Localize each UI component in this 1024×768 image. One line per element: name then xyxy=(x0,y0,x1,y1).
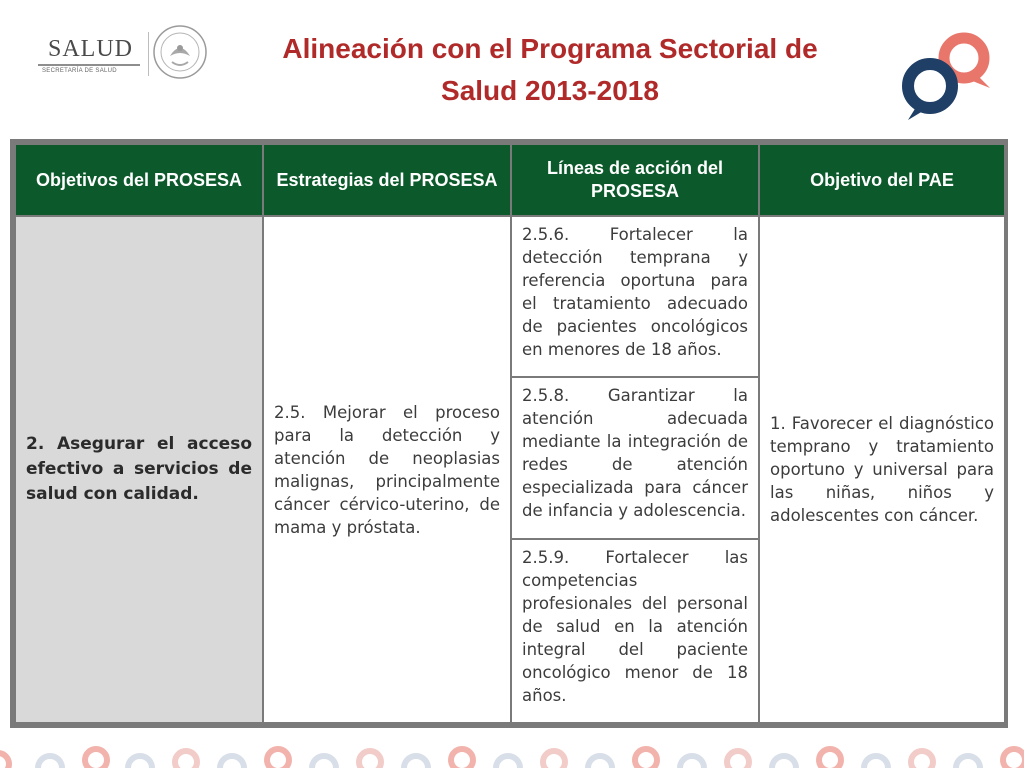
header-estrategias-prosesa: Estrategias del PROSESA xyxy=(263,144,511,216)
title-line-1: Alineación con el Programa Sectorial de xyxy=(282,33,818,64)
footer-pattern xyxy=(0,734,1024,768)
header-objetivo-pae: Objetivo del PAE xyxy=(759,144,1005,216)
salud-logo-subtitle: SECRETARÍA DE SALUD xyxy=(42,68,117,74)
salud-logo xyxy=(38,30,148,76)
table-header-row xyxy=(15,144,1005,216)
salud-logo-rule xyxy=(38,64,140,66)
strategy-cell: 2.5. Mejorar el proceso para la detección y atención de neoplasias malignas, principalmente cáncer cérvico-uterino, de mama y próstata. xyxy=(263,216,511,723)
pae-objective-cell: 1. Favorecer el diagnóstico temprano y tratamiento oportuno y universal para las niñas, niños y adolescentes con cáncer. xyxy=(759,216,1005,723)
action-line-cell: 2.5.8. Garantizar la atención adecuada mediante la integración de redes de atención especializada para cáncer de infancia y adolescencia. xyxy=(511,377,759,539)
objective-cell: 2. Asegurar el acceso efectivo a servicios de salud con calidad. xyxy=(15,216,263,723)
brand-rings-icon xyxy=(896,28,1000,124)
alignment-table xyxy=(14,143,1006,724)
footer-rings xyxy=(0,749,1024,768)
salud-logo-word: SALUD xyxy=(48,36,134,62)
national-seal-icon xyxy=(152,24,208,80)
header-objetivos-prosesa: Objetivos del PROSESA xyxy=(15,144,263,216)
header-lineas-accion-prosesa: Líneas de acción del PROSESA xyxy=(511,144,759,216)
title-line-2: Salud 2013-2018 xyxy=(441,75,659,106)
action-line-cell: 2.5.6. Fortalecer la detección temprana y referencia oportuna para el tratamiento adecuado de pacientes oncológicos en menores de 18 años. xyxy=(511,216,759,377)
slide-title xyxy=(230,28,870,112)
alignment-table-frame xyxy=(10,139,1008,728)
logo-divider xyxy=(148,32,149,76)
action-line-cell: 2.5.9. Fortalecer las competencias profesionales del personal de salud en la atención integral del paciente oncológico menor de 18 años. xyxy=(511,539,759,723)
table-row xyxy=(15,216,1005,377)
